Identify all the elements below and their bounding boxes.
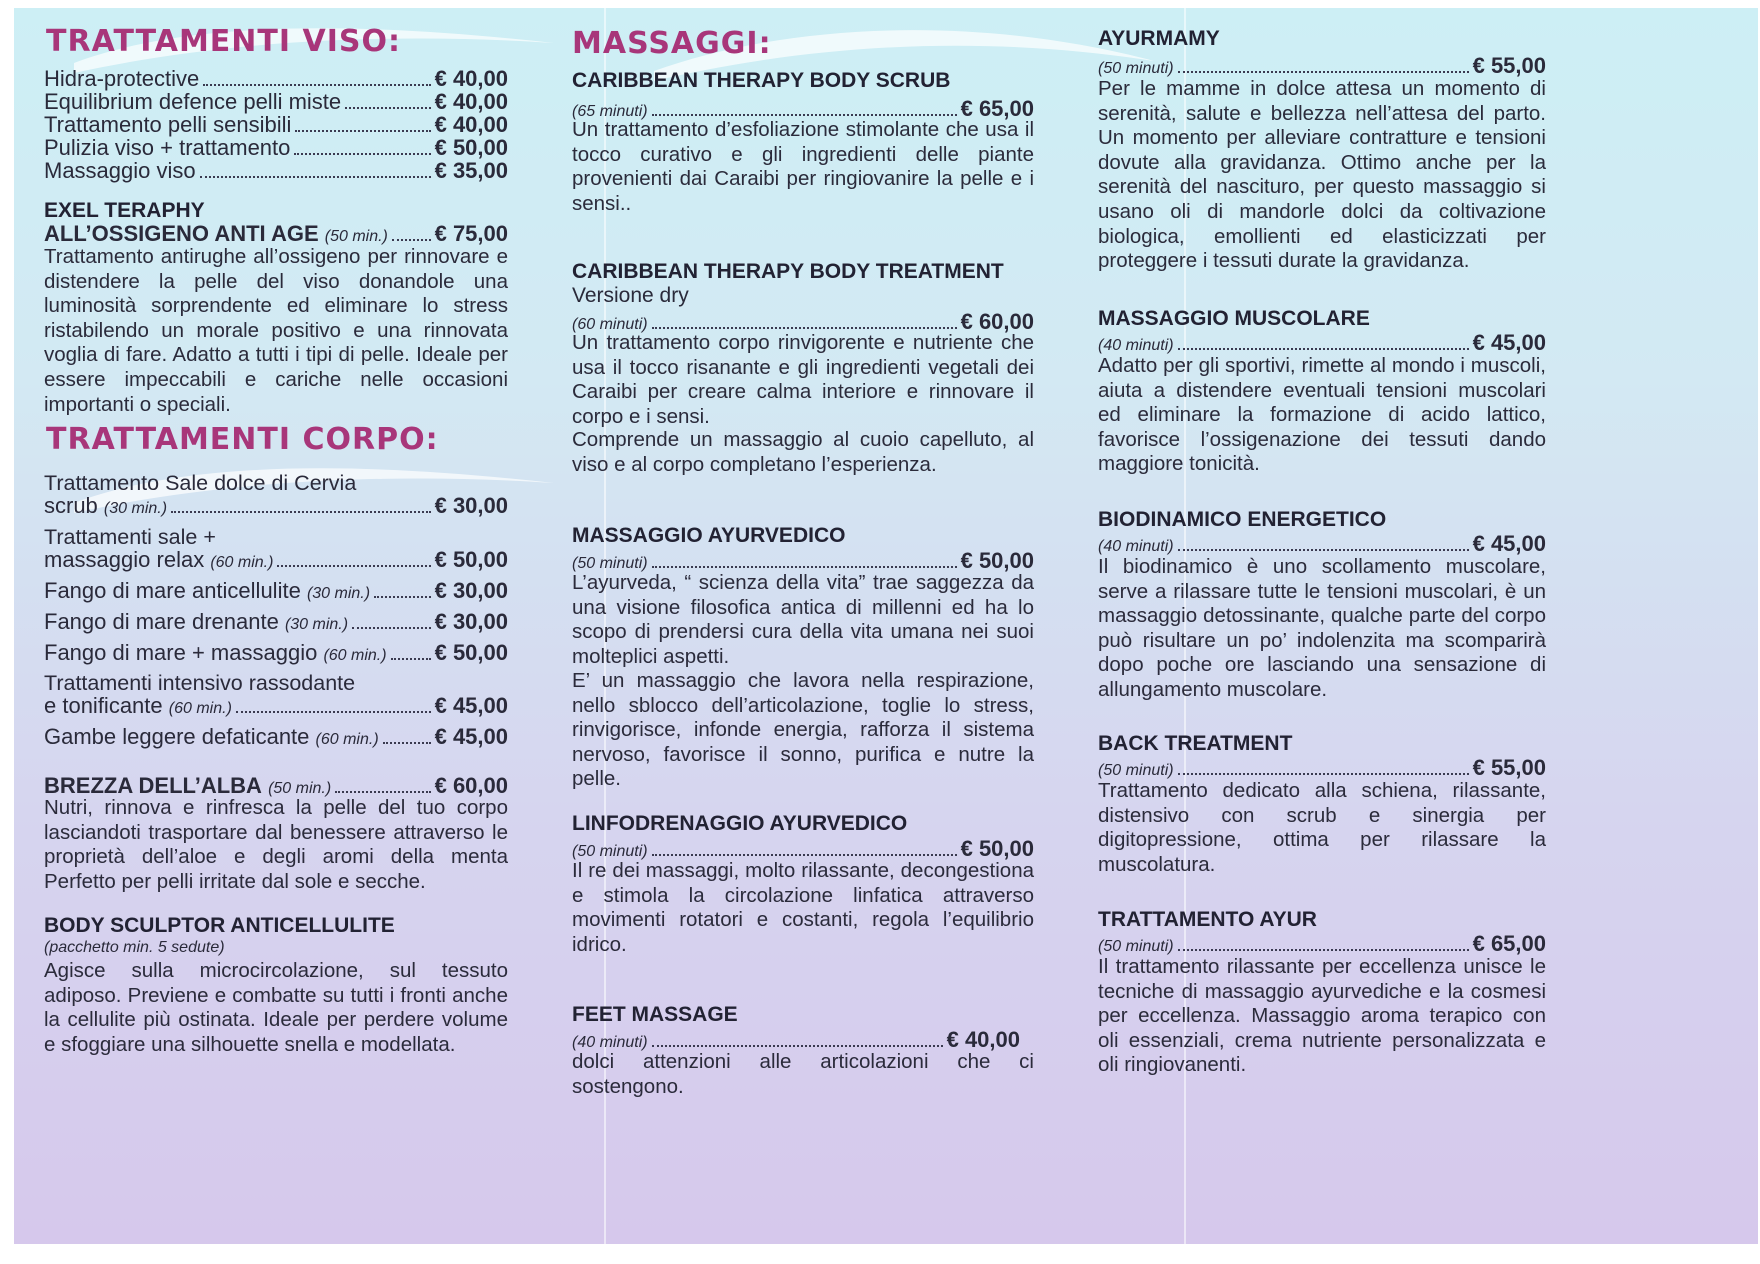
item-price: € 55,00 xyxy=(1472,53,1546,78)
item-price: € 50,00 xyxy=(434,547,508,572)
col3-description: Adatto per gli sportivi, rimette al mondo i muscoli, aiuta a distendere eventuali tensioni muscolari ed eliminare la formazione di acido lattico, favorisce l’ossigenazione dei tessuti dando maggiore tonicità. xyxy=(1098,354,1546,476)
item-duration: (50 minuti) xyxy=(572,555,648,572)
item-name: Fango di mare + massaggio (60 min.) xyxy=(44,640,387,665)
item-duration: (40 minuti) xyxy=(1098,538,1174,555)
item-name: Equilibrium defence pelli miste xyxy=(44,89,342,114)
corpo-item xyxy=(44,493,508,522)
item-duration: (60 min.) xyxy=(315,731,379,748)
exel-description: Trattamento antirughe all’ossigeno per rinnovare e distendere la pelle del viso donandole una luminosità sorprendente ed eliminare lo stress ristabilendo un morale positivo e una rinnovata voglia di fare. Adatto a tutti i tipi di pelle. Ideale per essere impeccabili e cariche nelle occasioni importanti o speciali. xyxy=(44,245,508,416)
dot-leader xyxy=(652,566,957,568)
item-price: € 50,00 xyxy=(434,640,508,665)
dot-leader xyxy=(1178,949,1469,951)
corpo-item xyxy=(44,693,508,722)
body-sculptor-note: (pacchetto min. 5 sedute) xyxy=(44,939,225,956)
heading-massaggi: MASSAGGI: xyxy=(572,26,772,61)
dot-leader xyxy=(652,854,957,856)
item-name: e tonificante (60 min.) xyxy=(44,693,232,718)
dot-leader xyxy=(391,658,431,660)
item-price: € 40,00 xyxy=(434,89,508,114)
item-duration: (50 minuti) xyxy=(1098,938,1174,955)
viso-item xyxy=(44,158,508,184)
col3-description: Il trattamento rilassante per eccellenza unisce le tecniche di massaggio ayurvediche e la cosmesi per eccellenza. Massaggio aroma terapico con oli essenziali, crema nutriente personalizzata e oli ringiovanenti. xyxy=(1098,955,1546,1077)
item-duration: (50 min.) xyxy=(268,780,332,797)
dot-leader xyxy=(652,114,957,116)
dot-leader xyxy=(1178,348,1469,350)
corpo-item-pretitle: Trattamento Sale dolce di Cervia xyxy=(44,471,357,495)
heading-trattamenti-corpo: TRATTAMENTI CORPO: xyxy=(46,422,439,457)
item-duration: (50 min.) xyxy=(324,228,388,245)
item-name: scrub (30 min.) xyxy=(44,493,168,518)
massaggi-subtitle: Versione dry xyxy=(572,284,689,307)
massaggi-title: LINFODRENAGGIO AYURVEDICO xyxy=(572,812,908,835)
item-price: € 30,00 xyxy=(434,493,508,518)
item-name: Trattamento pelli sensibili xyxy=(44,112,292,137)
massaggi-description: Il re dei massaggi, molto rilassante, decongestiona e stimola la circolazione linfatica attraverso movimenti rotatori e costanti, regola l’equilibrio idrico. xyxy=(572,859,1034,956)
dot-leader xyxy=(1178,773,1469,775)
item-price: € 50,00 xyxy=(960,548,1034,573)
massaggi-description: Un trattamento d’esfoliazione stimolante che usa il tocco curativo e gli ingredienti delle piante provenienti dai Caraibi per ringiovanire la pelle e i sensi.. xyxy=(572,118,1034,215)
item-name: Fango di mare anticellulite (30 min.) xyxy=(44,578,371,603)
item-duration: (65 minuti) xyxy=(572,103,648,120)
corpo-item xyxy=(44,547,508,576)
item-price: € 30,00 xyxy=(434,609,508,634)
item-duration: (50 minuti) xyxy=(1098,762,1174,779)
brezza-description: Nutri, rinnova e rinfresca la pelle del tuo corpo lasciandoti trasportare dal benessere attraverso le proprietà dell’aloe e degli aromi della menta Perfetto per pelli irritate dal sole e secche. xyxy=(44,796,508,893)
dot-leader xyxy=(1178,549,1469,551)
item-name: Gambe leggere defaticante (60 min.) xyxy=(44,724,379,749)
dot-leader xyxy=(171,511,431,513)
corpo-item-pretitle: Trattamenti intensivo rassodante xyxy=(44,671,356,695)
item-duration: (60 min.) xyxy=(323,647,387,664)
item-name: Pulizia viso + trattamento xyxy=(44,135,291,160)
title-exel-1: EXEL TERAPHY xyxy=(44,199,205,222)
dot-leader xyxy=(383,742,431,744)
massaggi-description: dolci attenzioni alle articolazioni che ci sostengono. xyxy=(572,1050,1034,1098)
massaggi-title: CARIBBEAN THERAPY BODY SCRUB xyxy=(572,69,951,92)
item-duration: (60 minuti) xyxy=(572,316,648,333)
item-name: Fango di mare drenante (30 min.) xyxy=(44,609,349,634)
item-duration: (50 minuti) xyxy=(572,843,648,860)
col3-title: TRATTAMENTO AYUR xyxy=(1098,908,1317,931)
massaggi-description: Un trattamento corpo rinvigorente e nutriente che usa il tocco risanante e gli ingredienti vegetali dei Caraibi per creare calma interiore e rinnovare il corpo e i sensi. xyxy=(572,331,1034,428)
item-price: € 35,00 xyxy=(434,158,508,183)
dot-leader xyxy=(345,107,430,109)
title-brezza: BREZZA DELL’ALBA xyxy=(44,773,262,798)
corpo-item-pretitle: Trattamenti sale + xyxy=(44,525,216,549)
dot-leader xyxy=(236,711,431,713)
dot-leader xyxy=(652,327,957,329)
col3-description: Per le mamme in dolce attesa un momento di serenità, salute e bellezza nell’attesa del parto. Un momento per alleviare contratture e tensioni dovute alla gravidanza. Ottimo anche per la serenità del nascituro, per questo massaggio si usano oli di mandorle dolci da coltivazione biologica, emollienti ed elasticizzati per proteggere i tessuti durate la gravidanza. xyxy=(1098,77,1546,273)
item-duration: (50 minuti) xyxy=(1098,60,1174,77)
item-price: € 45,00 xyxy=(1472,531,1546,556)
dot-leader xyxy=(374,596,431,598)
dot-leader xyxy=(652,1045,943,1047)
item-price: € 40,00 xyxy=(946,1027,1020,1052)
item-duration: (60 min.) xyxy=(168,700,232,717)
corpo-item xyxy=(44,724,508,753)
massaggi-title: FEET MASSAGE xyxy=(572,1003,738,1026)
dot-leader xyxy=(392,239,431,241)
massaggi-title: MASSAGGIO AYURVEDICO xyxy=(572,524,846,547)
title-body-sculptor: BODY SCULPTOR ANTICELLULITE xyxy=(44,914,395,937)
item-price: € 55,00 xyxy=(1472,755,1546,780)
item-price: € 65,00 xyxy=(1472,931,1546,956)
item-name: Massaggio viso xyxy=(44,158,196,183)
col3-title: AYURMAMY xyxy=(1098,27,1220,50)
item-duration: (30 min.) xyxy=(103,500,168,517)
item-price: € 65,00 xyxy=(960,96,1034,121)
item-name: massaggio relax (60 min.) xyxy=(44,547,274,572)
item-duration: (40 minuti) xyxy=(1098,337,1174,354)
massaggi-description: L’ayurveda, “ scienza della vita” trae saggezza da una visione filosofica antica di millenni ed ha lo scopo di prendersi cura della vita umana nei suoi molteplici aspetti. xyxy=(572,571,1034,668)
dot-leader xyxy=(1178,71,1469,73)
massaggi-description-2: Comprende un massaggio al cuoio capelluto, al viso e al corpo completano l’esperienza. xyxy=(572,428,1034,476)
item-price: € 45,00 xyxy=(434,693,508,718)
corpo-item xyxy=(44,578,508,607)
item-price: € 45,00 xyxy=(434,724,508,749)
corpo-item xyxy=(44,640,508,669)
dot-leader xyxy=(203,84,430,86)
heading-trattamenti-viso: TRATTAMENTI VISO: xyxy=(46,24,401,59)
massaggi-title: CARIBBEAN THERAPY BODY TREATMENT xyxy=(572,260,1004,283)
item-price: € 75,00 xyxy=(434,221,508,246)
dot-leader xyxy=(200,176,431,178)
col3-title: MASSAGGIO MUSCOLARE xyxy=(1098,307,1370,330)
item-price: € 40,00 xyxy=(434,112,508,137)
title-exel-2: ALL’OSSIGENO ANTI AGE xyxy=(44,221,319,246)
dot-leader xyxy=(294,153,430,155)
col3-title: BIODINAMICO ENERGETICO xyxy=(1098,508,1387,531)
dot-leader xyxy=(277,565,430,567)
dot-leader xyxy=(295,130,430,132)
corpo-item xyxy=(44,609,508,638)
item-name: Hidra-protective xyxy=(44,66,200,91)
dot-leader xyxy=(352,627,431,629)
item-duration: (30 min.) xyxy=(284,616,349,633)
item-price: € 50,00 xyxy=(960,836,1034,861)
item-price: € 30,00 xyxy=(434,578,508,603)
item-duration: (60 min.) xyxy=(210,554,274,571)
col3-description: Trattamento dedicato alla schiena, rilassante, distensivo con scrub e sinergia per digitopressione, ottima per rilassare la muscolatura. xyxy=(1098,779,1546,876)
body-sculptor-description: Agisce sulla microcircolazione, sul tessuto adiposo. Previene e combatte su tutti i fronti anche la cellulite più ostinata. Ideale per perdere volume e sfoggiare una silhouette snella e modellata. xyxy=(44,959,508,1056)
item-price: € 60,00 xyxy=(434,773,508,798)
item-price: € 40,00 xyxy=(434,66,508,91)
item-price: € 60,00 xyxy=(960,309,1034,334)
col3-title: BACK TREATMENT xyxy=(1098,732,1293,755)
item-duration: (40 minuti) xyxy=(572,1034,648,1051)
massaggi-description-2: E’ un massaggio che lavora nella respirazione, nello sblocco dell’articolazione, toglie lo stress, rinvigorisce, infonde energia, rafforza il sistema nervoso, favorisce il sonno, purifica e nutre la pelle. xyxy=(572,669,1034,791)
item-duration: (30 min.) xyxy=(306,585,371,602)
item-price: € 50,00 xyxy=(434,135,508,160)
col3-description: Il biodinamico è uno scollamento muscolare, serve a rilassare tutte le tensioni muscolari, è un massaggio detossinante, qualche parte del corpo può risultare un po’ indolenzita ma scomparirà dopo poche ore lasciando una sensazione di allungamento muscolare. xyxy=(1098,555,1546,701)
dot-leader xyxy=(335,791,430,793)
item-price: € 45,00 xyxy=(1472,330,1546,355)
